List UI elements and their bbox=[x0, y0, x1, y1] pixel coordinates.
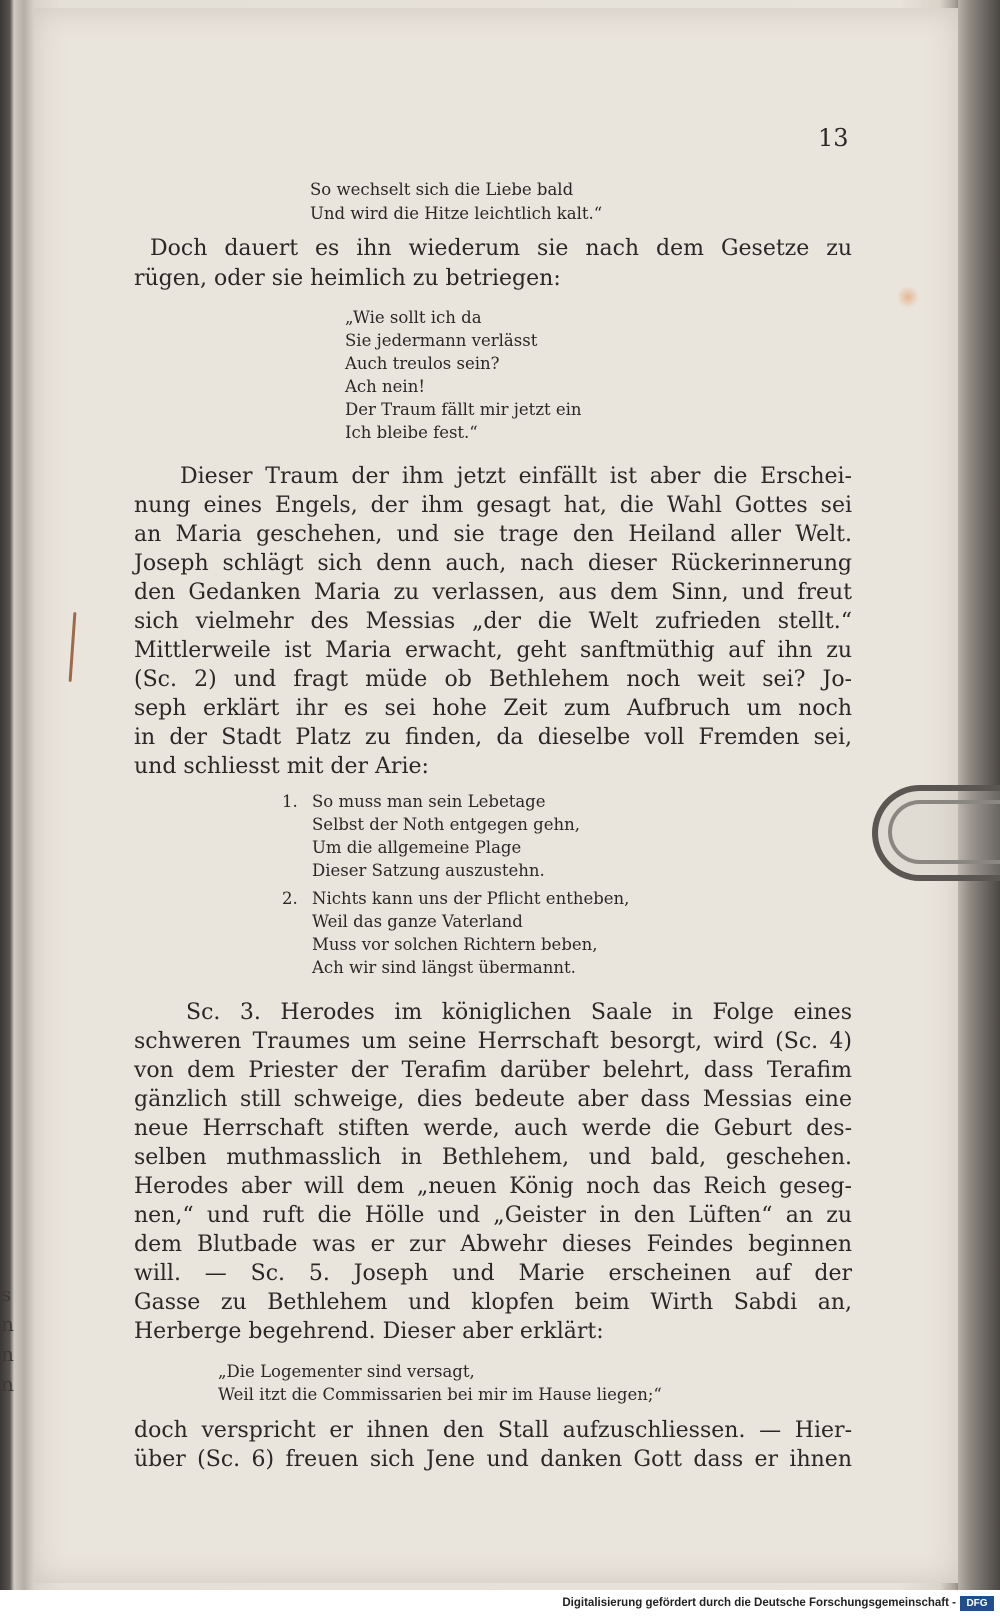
verse-line: Selbst der Noth entgegen gehn, bbox=[312, 815, 580, 834]
verse-line: So muss man sein Lebetage bbox=[312, 792, 546, 811]
verse-line: Dieser Satzung auszustehn. bbox=[312, 861, 545, 880]
verse-line: Muss vor solchen Richtern beben, bbox=[312, 935, 598, 954]
text-line: Mittlerweile ist Maria erwacht, geht sanftmüthig auf ihn zu bbox=[134, 638, 852, 663]
text-line: nung eines Engels, der ihm gesagt hat, die Wahl Gottes sei bbox=[134, 493, 852, 518]
text-line: rügen, oder sie heimlich zu betriegen: bbox=[134, 266, 561, 291]
footer-credit: Digitalisierung gefördert durch die Deutsche Forschungsgemeinschaft - bbox=[562, 1597, 956, 1609]
verse-line: „Die Logementer sind versagt, bbox=[218, 1362, 475, 1381]
text-line: doch verspricht er ihnen den Stall aufzuschliessen. — Hier- bbox=[134, 1418, 852, 1443]
margin-letter: s bbox=[1, 1282, 12, 1306]
text-line: gänzlich still schweige, dies bedeute aber dass Messias eine bbox=[134, 1087, 852, 1112]
verse-line: Sie jedermann verlässt bbox=[345, 331, 538, 350]
text-line: will. — Sc. 5. Joseph und Marie erscheinen auf der bbox=[134, 1261, 852, 1286]
verse-line: Nichts kann uns der Pflicht entheben, bbox=[312, 889, 630, 908]
text-line: den Gedanken Maria zu verlassen, aus dem Sinn, und freut bbox=[134, 580, 852, 605]
verse-line: Der Traum fällt mir jetzt ein bbox=[345, 400, 582, 419]
margin-letter: n bbox=[1, 1312, 14, 1336]
text-line: über (Sc. 6) freuen sich Jene und danken Gott dass er ihnen bbox=[134, 1447, 852, 1472]
verse-line: „Wie sollt ich da bbox=[345, 308, 482, 327]
paper-stain bbox=[897, 286, 919, 308]
verse-number: 1. bbox=[282, 792, 298, 811]
text-line: dem Blutbade was er zur Abwehr dieses Feindes beginnen bbox=[134, 1232, 852, 1257]
text-line: Sc. 3. Herodes im königlichen Saale in Folge eines bbox=[186, 1000, 852, 1025]
verse-line: Weil itzt die Commissarien bei mir im Hause liegen;“ bbox=[218, 1385, 662, 1404]
text-line: Herodes aber will dem „neuen König noch das Reich geseg- bbox=[134, 1174, 852, 1199]
text-line: Dieser Traum der ihm jetzt einfällt ist aber die Erschei- bbox=[180, 464, 852, 489]
page-number: 13 bbox=[818, 124, 849, 152]
text-line: an Maria geschehen, und sie trage den Heiland aller Welt. bbox=[134, 522, 852, 547]
text-line: (Sc. 2) und fragt müde ob Bethlehem noch weit sei? Jo- bbox=[134, 667, 852, 692]
text-line: neue Herrschaft stiften werde, auch werde die Geburt des- bbox=[134, 1116, 852, 1141]
text-line: Doch dauert es ihn wiederum sie nach dem Gesetze zu bbox=[150, 236, 852, 261]
text-line: selben muthmasslich in Bethlehem, und bald, geschehen. bbox=[134, 1145, 852, 1170]
verse-line: Und wird die Hitze leichtlich kalt.“ bbox=[310, 204, 603, 223]
text-line: und schliesst mit der Arie: bbox=[134, 754, 429, 779]
verse-line: Ach nein! bbox=[345, 377, 425, 396]
verse-line: So wechselt sich die Liebe bald bbox=[310, 180, 574, 199]
text-line: nen,“ und ruft die Hölle und „Geister in den Lüften“ an zu bbox=[134, 1203, 852, 1228]
dfg-logo: DFG bbox=[960, 1596, 994, 1611]
text-line: Joseph schlägt sich denn auch, nach dieser Rückerinnerung bbox=[134, 551, 852, 576]
paper-clip-inner bbox=[888, 800, 1000, 864]
margin-letter: n bbox=[1, 1372, 14, 1396]
text-line: in der Stadt Platz zu finden, da dieselbe voll Fremden sei, bbox=[134, 725, 852, 750]
verse-line: Auch treulos sein? bbox=[345, 354, 500, 373]
text-line: von dem Priester der Terafim darüber belehrt, dass Terafim bbox=[134, 1058, 852, 1083]
verse-line: Ich bleibe fest.“ bbox=[345, 423, 478, 442]
text-line: sich vielmehr des Messias „der die Welt zufrieden stellt.“ bbox=[134, 609, 852, 634]
text-line: Herberge begehrend. Dieser aber erklärt: bbox=[134, 1319, 604, 1344]
verse-line: Um die allgemeine Plage bbox=[312, 838, 522, 857]
text-line: seph erklärt ihr es sei hohe Zeit zum Aufbruch um noch bbox=[134, 696, 852, 721]
text-line: Gasse zu Bethlehem und klopfen beim Wirth Sabdi an, bbox=[134, 1290, 852, 1315]
verse-line: Weil das ganze Vaterland bbox=[312, 912, 523, 931]
text-line: schweren Traumes um seine Herrschaft besorgt, wird (Sc. 4) bbox=[134, 1029, 852, 1054]
verse-number: 2. bbox=[282, 889, 298, 908]
verse-line: Ach wir sind längst übermannt. bbox=[312, 958, 576, 977]
margin-letter: n bbox=[1, 1342, 14, 1366]
